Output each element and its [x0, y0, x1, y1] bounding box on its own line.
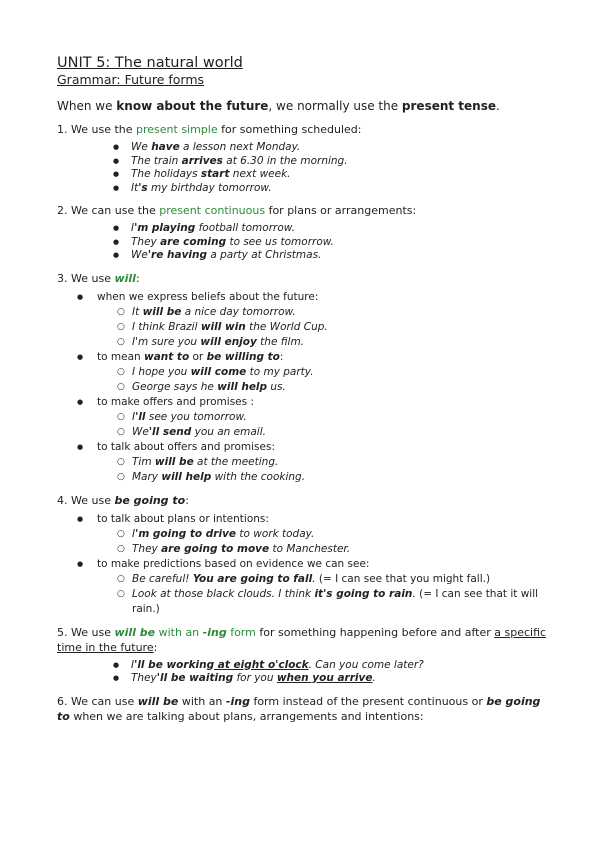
bold: 'll send [148, 425, 192, 438]
text: a lesson next Monday. [179, 141, 301, 153]
intro-bold: know about the future [116, 99, 269, 113]
intro-text: When we [57, 99, 117, 113]
text: for something [217, 123, 302, 136]
bold: are coming [160, 235, 227, 248]
text: 1. We use the [57, 123, 137, 136]
text: plans or arrangements [287, 204, 413, 217]
text: They [131, 235, 161, 248]
text: They [132, 542, 162, 555]
text: : [265, 512, 269, 525]
section-5-heading [57, 625, 557, 655]
text: for you [233, 672, 277, 684]
bold: 's [138, 181, 148, 194]
list-item [113, 168, 557, 182]
bold: be going to [114, 493, 186, 507]
text: to make [97, 557, 144, 570]
bold: are going to move [161, 542, 270, 555]
bold: start [200, 168, 230, 180]
text: when we are talking about [69, 709, 224, 723]
text: for [265, 204, 288, 217]
bold: will be [142, 305, 182, 318]
bold: 'll [135, 410, 146, 423]
section-2-heading [57, 203, 557, 218]
section-2-examples [113, 222, 557, 263]
section-5-examples [113, 659, 557, 686]
text: evidence [256, 557, 304, 570]
text: : [357, 123, 362, 136]
bold: be willing to [206, 350, 280, 363]
bold: have [151, 141, 180, 153]
text: : [412, 204, 417, 217]
bold: You are going to fall [192, 572, 313, 585]
bold: -ing [225, 694, 250, 708]
bold: at eight o'clock [214, 658, 309, 671]
intro-bold: present tense [401, 99, 497, 113]
list-item [77, 557, 557, 617]
bold: want to [144, 350, 190, 363]
list-item [117, 410, 557, 425]
text: with the cooking. [211, 470, 306, 483]
text: a nice day tomorrow. [181, 305, 296, 318]
section-3-uses [57, 290, 557, 485]
text: us. [267, 380, 286, 393]
bold: will win [200, 320, 246, 333]
text: at 6.30 in the morning. [222, 154, 348, 167]
page-title: UNIT 5: The natural world [57, 55, 243, 71]
list-item [117, 470, 557, 485]
text: 4. We use [57, 493, 115, 507]
bold: will be [154, 455, 194, 468]
text: Look at those black clouds. I think [132, 587, 315, 600]
text: we can see: [303, 557, 370, 570]
text: you an email. [191, 425, 266, 438]
text: : [279, 350, 284, 363]
highlight: will [114, 271, 136, 285]
text: We [131, 141, 152, 153]
text: the film. [256, 335, 305, 348]
text: I [132, 527, 136, 540]
text: to my party. [246, 365, 314, 378]
list-item [117, 542, 557, 557]
bold: 'll be working [134, 658, 215, 671]
text: football tomorrow. [195, 222, 296, 234]
text: The holidays [131, 168, 201, 180]
section-3-heading [57, 271, 557, 286]
text: based on [201, 557, 256, 570]
highlight: with an [155, 625, 203, 639]
text: when we express beliefs about the future: [97, 290, 319, 303]
list-item [117, 527, 557, 542]
bold: 'm playing [134, 222, 196, 234]
list-item [113, 659, 557, 673]
text: to work today. [236, 527, 315, 540]
page-subtitle: Grammar: Future forms [57, 72, 205, 87]
text: to make offers and promises : [97, 395, 254, 408]
text: Mary [132, 470, 162, 483]
bold: arrives [181, 154, 223, 167]
text: at the meeting. [193, 455, 279, 468]
list-item [117, 587, 557, 617]
text: to talk about [97, 512, 168, 525]
bold: will enjoy [200, 335, 257, 348]
bold: be going to [57, 694, 541, 723]
intro-paragraph [57, 98, 557, 114]
text: form instead of the present continuous or [249, 694, 487, 708]
text: The train [131, 154, 182, 167]
text: plans, arrangements and intentions [223, 709, 420, 723]
text: (= I can see that you might fall.) [318, 572, 491, 585]
section-4-heading [57, 493, 557, 508]
section-1-heading [57, 122, 557, 137]
text: to see us tomorrow. [226, 235, 335, 248]
text: or [195, 512, 213, 525]
text: see you tomorrow. [145, 410, 247, 423]
text: a party at Christmas. [207, 249, 322, 261]
text: my birthday tomorrow. [147, 181, 272, 194]
text: scheduled [301, 123, 358, 136]
text: 2. We can use the [57, 204, 160, 217]
text: They [131, 672, 157, 684]
text: Tim [132, 455, 155, 468]
underlined: a specific time in the future [57, 625, 547, 654]
highlight: present continuous [159, 204, 266, 217]
text: . [412, 587, 420, 600]
list-item [117, 365, 557, 380]
text: I [131, 658, 135, 671]
list-item [77, 512, 557, 557]
list-item [77, 395, 557, 440]
highlight: will be [114, 625, 156, 639]
text: with an [178, 694, 226, 708]
bold: 'm going to drive [135, 527, 237, 540]
text: intentions [212, 512, 266, 525]
bold: will help [161, 470, 212, 483]
highlight: form [226, 625, 256, 639]
list-item [117, 305, 557, 320]
text: : [153, 640, 158, 654]
bold: 'll be waiting [156, 672, 234, 684]
text: We [132, 425, 149, 438]
text: It [131, 181, 139, 194]
text: . [372, 672, 376, 684]
bold: will be [137, 694, 179, 708]
bold: 're having [147, 249, 208, 261]
intro-text: , we normally use the [268, 99, 402, 113]
text: : [419, 709, 424, 723]
bold: it's going to rain [314, 587, 413, 600]
list-item [113, 672, 557, 686]
text: 3. We use [57, 271, 115, 285]
list-item [77, 440, 557, 485]
text: Be careful! [132, 572, 193, 585]
text: predictions [143, 557, 202, 570]
list-item [113, 236, 557, 250]
text: . Can you come later? [308, 658, 424, 671]
list-item [117, 335, 557, 350]
text: to Manchester. [269, 542, 351, 555]
text: I [132, 410, 136, 423]
highlight: present simple [136, 123, 218, 136]
list-item [117, 320, 557, 335]
bold: will come [190, 365, 247, 378]
text: I'm sure you [132, 335, 201, 348]
text: I think Brazil [132, 320, 201, 333]
list-item [117, 425, 557, 440]
text: plans [167, 512, 196, 525]
intro-text: . [496, 99, 500, 113]
list-item [113, 222, 557, 236]
list-item [117, 455, 557, 470]
document-page [57, 54, 557, 724]
bold: will help [217, 380, 268, 393]
text: It [132, 305, 143, 318]
list-item [113, 155, 557, 169]
text: 6. We can use [57, 694, 138, 708]
list-item [113, 182, 557, 196]
text: : [135, 271, 140, 285]
text: We [131, 249, 148, 261]
text: the World Cup. [245, 320, 328, 333]
bold: when you arrive [276, 672, 373, 684]
section-4-uses [57, 512, 557, 617]
list-item [117, 572, 557, 587]
text: I [131, 222, 135, 234]
list-item [117, 380, 557, 395]
text: or [189, 350, 207, 363]
text: . [312, 572, 319, 585]
text: : [185, 493, 189, 507]
text: George says he [132, 380, 218, 393]
text: (= I can see that it will rain.) [132, 587, 539, 615]
list-item [113, 141, 557, 155]
list-item [77, 350, 557, 395]
text: next week. [229, 168, 291, 180]
section-6-heading [57, 694, 557, 724]
text: I hope you [132, 365, 191, 378]
highlight: -ing [202, 625, 227, 639]
list-item [113, 249, 557, 263]
list-item [77, 290, 557, 350]
text: 5. We use [57, 625, 115, 639]
text: to mean [97, 350, 144, 363]
text: for something happening before and after [255, 625, 495, 639]
text: to talk about offers and promises: [97, 440, 275, 453]
section-1-examples [113, 141, 557, 195]
